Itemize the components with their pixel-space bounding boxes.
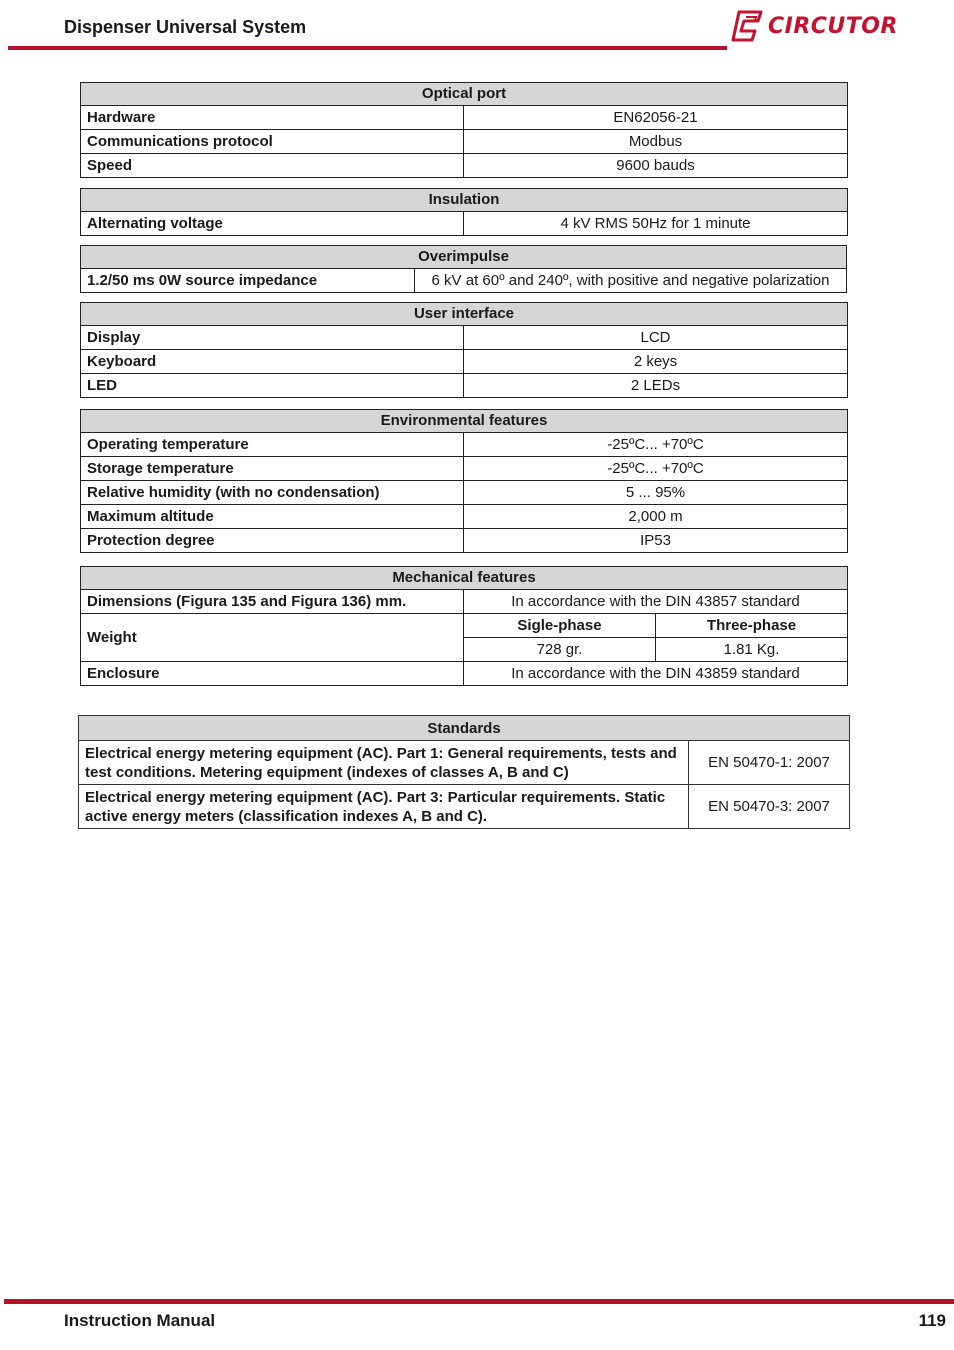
circutor-logo — [730, 8, 910, 44]
row-value: EN62056-21 — [464, 106, 848, 130]
table-header: Overimpulse — [81, 246, 847, 269]
table-row — [81, 457, 848, 481]
row-label: Keyboard — [81, 350, 464, 374]
table-row — [81, 154, 848, 178]
table-row — [79, 741, 850, 785]
row-label: Enclosure — [81, 662, 464, 686]
row-value: 2 keys — [464, 350, 848, 374]
table-row — [81, 433, 848, 457]
row-label: 1.2/50 ms 0W source impedance — [81, 269, 415, 293]
weight-single-phase-header: Sigle-phase — [464, 614, 656, 638]
footer-rule — [4, 1299, 954, 1304]
table-row — [81, 481, 848, 505]
row-value: LCD — [464, 326, 848, 350]
row-value: In accordance with the DIN 43859 standard — [464, 662, 848, 686]
row-label: Hardware — [81, 106, 464, 130]
header-rule — [8, 46, 727, 50]
row-value: 2 LEDs — [464, 374, 848, 398]
mechanical-table — [80, 566, 848, 686]
weight-single-phase-value: 728 gr. — [464, 638, 656, 662]
circutor-logo-icon — [730, 9, 764, 43]
table-row — [81, 326, 848, 350]
page-number: 119 — [918, 1311, 946, 1330]
logo-text: CIRCUTOR — [768, 13, 898, 39]
row-value: 5 ... 95% — [464, 481, 848, 505]
row-label: Communications protocol — [81, 130, 464, 154]
row-label: Operating temperature — [81, 433, 464, 457]
row-value: 6 kV at 60º and 240º, with positive and negative polarization — [415, 269, 847, 293]
table-row — [81, 590, 848, 614]
table-row — [81, 350, 848, 374]
table-header: Insulation — [81, 189, 848, 212]
standard-code: EN 50470-3: 2007 — [689, 785, 850, 829]
table-row — [81, 269, 847, 293]
table-header: Optical port — [81, 83, 848, 106]
row-label: Weight — [81, 614, 464, 662]
row-label: Alternating voltage — [81, 212, 464, 236]
row-label: Display — [81, 326, 464, 350]
table-row — [81, 212, 848, 236]
overimpulse-table — [80, 245, 847, 293]
row-label: Relative humidity (with no condensation) — [81, 481, 464, 505]
standard-code: EN 50470-1: 2007 — [689, 741, 850, 785]
standards-table — [78, 715, 850, 829]
weight-three-phase-header: Three-phase — [656, 614, 848, 638]
table-row — [81, 662, 848, 686]
table-row — [81, 130, 848, 154]
table-row — [81, 505, 848, 529]
insulation-table — [80, 188, 848, 236]
standard-description: Electrical energy metering equipment (AC). Part 3: Particular requirements. Static active energy meters (classification indexes A, B and C). — [79, 785, 689, 829]
row-label: Maximum altitude — [81, 505, 464, 529]
row-value: 9600 bauds — [464, 154, 848, 178]
standard-description: Electrical energy metering equipment (AC). Part 1: General requirements, tests and test conditions. Metering equipment (indexes of classes A, B and C) — [79, 741, 689, 785]
row-label: LED — [81, 374, 464, 398]
document-title: Dispenser Universal System — [64, 17, 307, 37]
table-header: Standards — [79, 716, 850, 741]
row-value: IP53 — [464, 529, 848, 553]
table-header: User interface — [81, 303, 848, 326]
table-row — [81, 374, 848, 398]
optical-port-table — [80, 82, 848, 178]
user-interface-table — [80, 302, 848, 398]
weight-three-phase-value: 1.81 Kg. — [656, 638, 848, 662]
table-header: Mechanical features — [81, 567, 848, 590]
row-value: Modbus — [464, 130, 848, 154]
table-header: Environmental features — [81, 410, 848, 433]
table-row — [81, 614, 848, 638]
row-value: In accordance with the DIN 43857 standard — [464, 590, 848, 614]
table-row — [81, 529, 848, 553]
row-value: 2,000 m — [464, 505, 848, 529]
row-label: Dimensions (Figura 135 and Figura 136) mm. — [81, 590, 464, 614]
table-row — [79, 785, 850, 829]
footer-manual-label: Instruction Manual — [64, 1311, 216, 1330]
environmental-table — [80, 409, 848, 553]
row-value: -25ºC... +70ºC — [464, 433, 848, 457]
row-value: 4 kV RMS 50Hz for 1 minute — [464, 212, 848, 236]
row-label: Protection degree — [81, 529, 464, 553]
row-label: Speed — [81, 154, 464, 178]
table-row — [81, 106, 848, 130]
row-value: -25ºC... +70ºC — [464, 457, 848, 481]
row-label: Storage temperature — [81, 457, 464, 481]
